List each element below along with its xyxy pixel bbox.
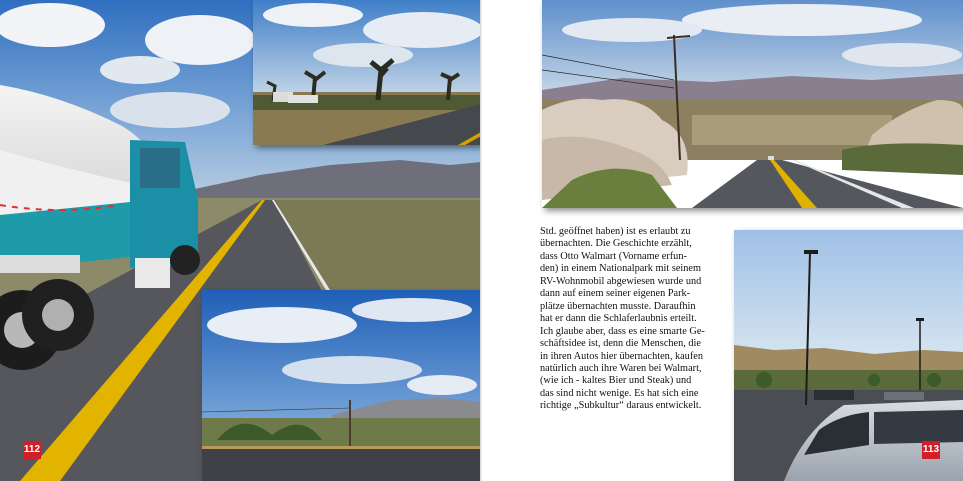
article-line: Std. geöffnet haben) ist es erlaubt zu — [540, 226, 691, 237]
article-line: dann auf einem seiner eigenen Park- — [540, 288, 691, 300]
article-line: richtige „Subkultur“ daraus entwickelt. — [540, 400, 702, 412]
article-line: übernachten. Die Geschichte erzählt, — [540, 238, 692, 250]
photo-rocky-road — [542, 0, 963, 208]
article-line: natürlich auch ihre Waren bei Walmart, — [540, 362, 702, 374]
article-line: das sind nicht wenige. Es hat sich eine — [540, 387, 699, 399]
article-line: in ihren Autos hier übernachten, kaufen — [540, 350, 703, 362]
photo-desert-road — [202, 290, 481, 481]
page-number-right: 113 — [922, 441, 940, 459]
article-line: hat er dann die Schlaferlaubnis erteilt. — [540, 313, 697, 325]
article-line: RV-Wohnmobil abgewiesen wurde und — [540, 275, 702, 287]
photo-joshua-trees — [253, 0, 481, 145]
page-number-left: 112 — [23, 441, 41, 459]
article-line: schäftsidee ist, denn die Menschen, die — [540, 338, 701, 350]
article-line: (wie ich - kaltes Bier und Steak) und — [540, 375, 692, 387]
article-line: Ich glaube aber, dass es eine smarte Ge- — [540, 325, 705, 337]
article-text — [540, 226, 718, 413]
article-line: plätze übernachten musste. Daraufhin — [540, 300, 696, 312]
left-page — [0, 0, 481, 481]
article-line: den) in einem Nationalpark mit seinem — [540, 263, 701, 275]
article-line: dass Otto Walmart (Vorname erfun- — [540, 250, 687, 262]
